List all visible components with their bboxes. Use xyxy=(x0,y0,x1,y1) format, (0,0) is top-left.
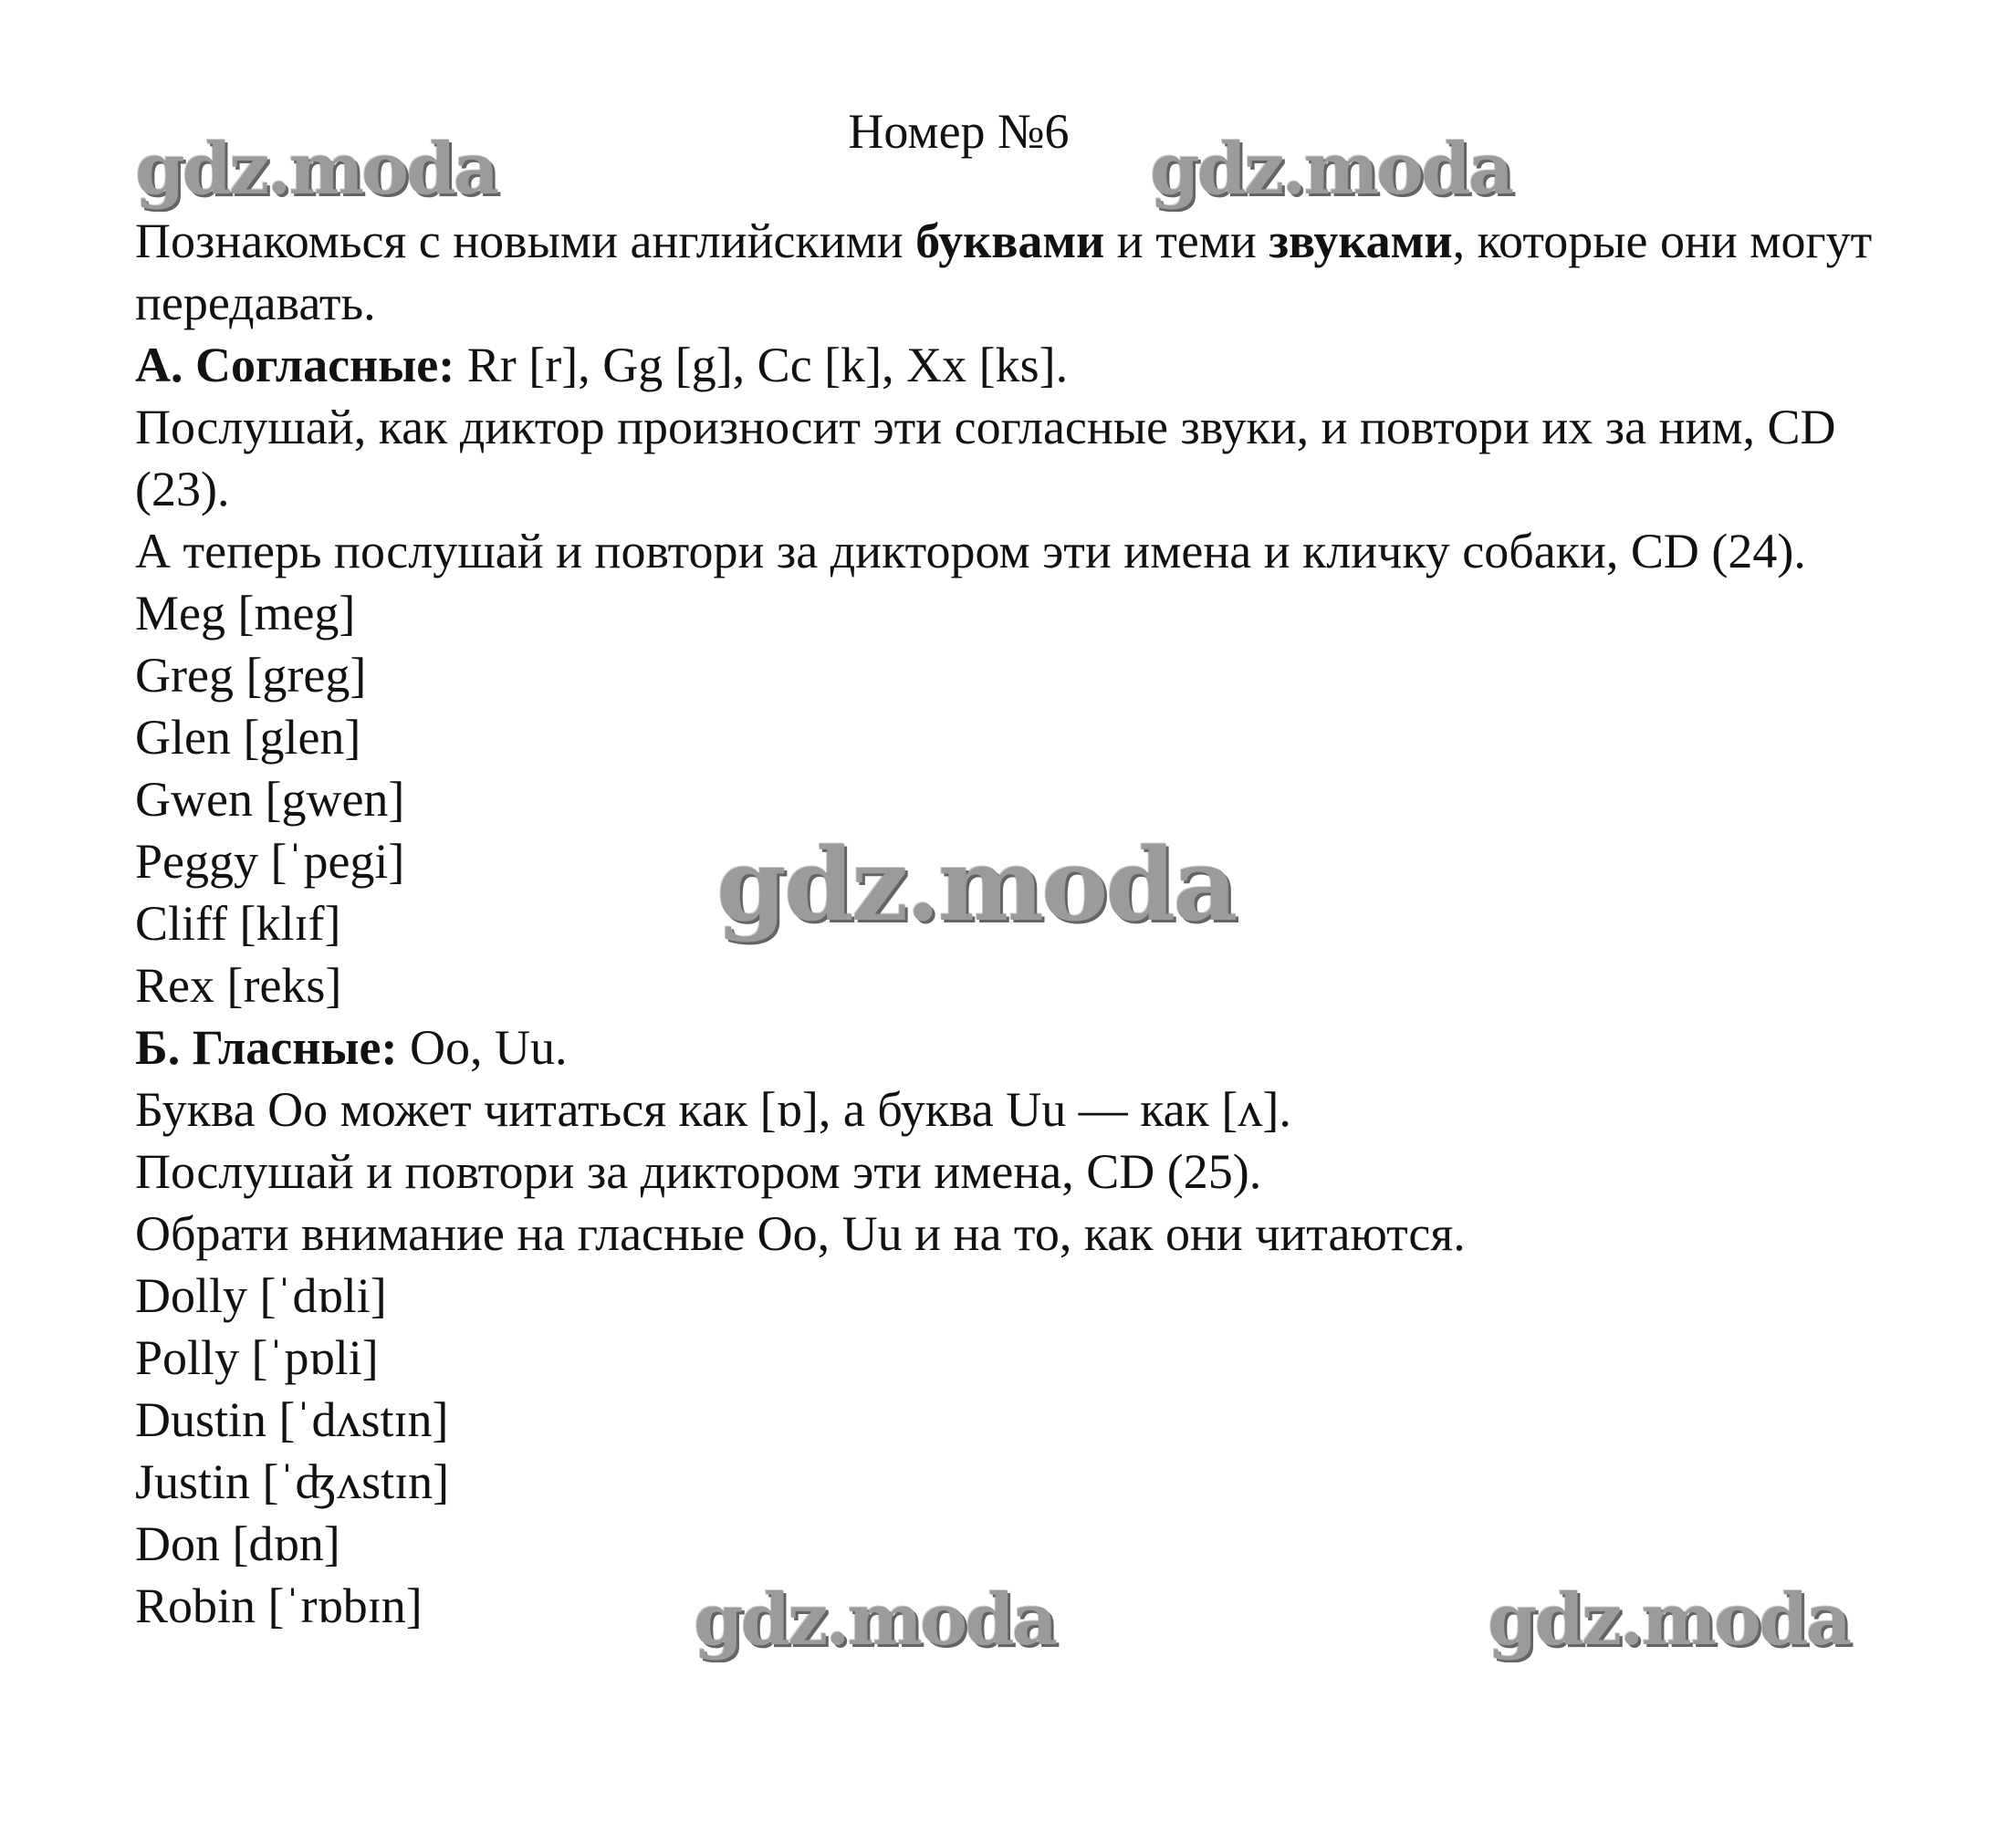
watermark: gdz.moda xyxy=(1488,1578,1850,1662)
section-b-line-2: Послушай и повтори за диктором эти имена, CD (25). xyxy=(135,1144,1262,1199)
intro-text-3: , которые они могут передавать. xyxy=(135,214,1873,330)
section-a-letters: Rr [r], Gg [g], Cc [k], Xx [ks]. xyxy=(454,338,1069,392)
watermark: gdz.moda xyxy=(694,1578,1056,1662)
watermark: gdz.moda xyxy=(1150,128,1512,211)
word-line: Dolly [ˈdɒli] xyxy=(135,1268,387,1323)
watermark: gdz.moda xyxy=(716,826,1236,943)
word-line: Peggy [ˈpegi] xyxy=(135,834,405,889)
word-line: Greg [greg] xyxy=(135,648,367,703)
word-line: Cliff [klɪf] xyxy=(135,896,341,951)
intro-text-2: и теми xyxy=(1104,214,1269,268)
document-body xyxy=(135,210,1915,1637)
word-line: Dustin [ˈdʌstɪn] xyxy=(135,1392,449,1447)
section-a-instruction-2: А теперь послушай и повтори за диктором эти имена и кличку собаки, CD (24). xyxy=(135,524,1806,578)
section-b-header xyxy=(135,1016,1915,1078)
intro-paragraph xyxy=(135,210,1915,334)
watermark: gdz.moda xyxy=(135,128,497,211)
section-b-letters: Oo, Uu. xyxy=(397,1020,568,1075)
word-line: Gwen [gwen] xyxy=(135,772,405,827)
word-line: Meg [meg] xyxy=(135,586,356,641)
word-line: Robin [ˈrɒbɪn] xyxy=(135,1578,423,1633)
section-b-line-3: Обрати внимание на гласные Oo, Uu и на то, как они читаются. xyxy=(135,1206,1466,1261)
word-line: Don [dɒn] xyxy=(135,1516,340,1571)
section-a-header xyxy=(135,334,1915,396)
intro-bold-letters: буквами xyxy=(915,214,1105,268)
word-line: Rex [reks] xyxy=(135,958,342,1013)
intro-text-1: Познакомься с новыми английскими xyxy=(135,214,916,268)
page-title: Номер №6 xyxy=(848,104,1070,159)
section-a-instruction-1: Послушай, как диктор произносит эти согласные звуки, и повтори их за ним, CD (23). xyxy=(135,400,1836,516)
section-b-line-1: Буква Oo может читаться как [ɒ], а буква Uu — как [ʌ]. xyxy=(135,1082,1291,1137)
word-line: Polly [ˈpɒli] xyxy=(135,1330,379,1385)
intro-bold-sounds: звуками xyxy=(1269,214,1453,268)
section-a-heading: А. Согласные: xyxy=(135,338,455,392)
section-b-heading: Б. Гласные: xyxy=(135,1020,398,1075)
word-line: Glen [glen] xyxy=(135,710,361,765)
word-line: Justin [ˈʤʌstɪn] xyxy=(135,1454,450,1509)
